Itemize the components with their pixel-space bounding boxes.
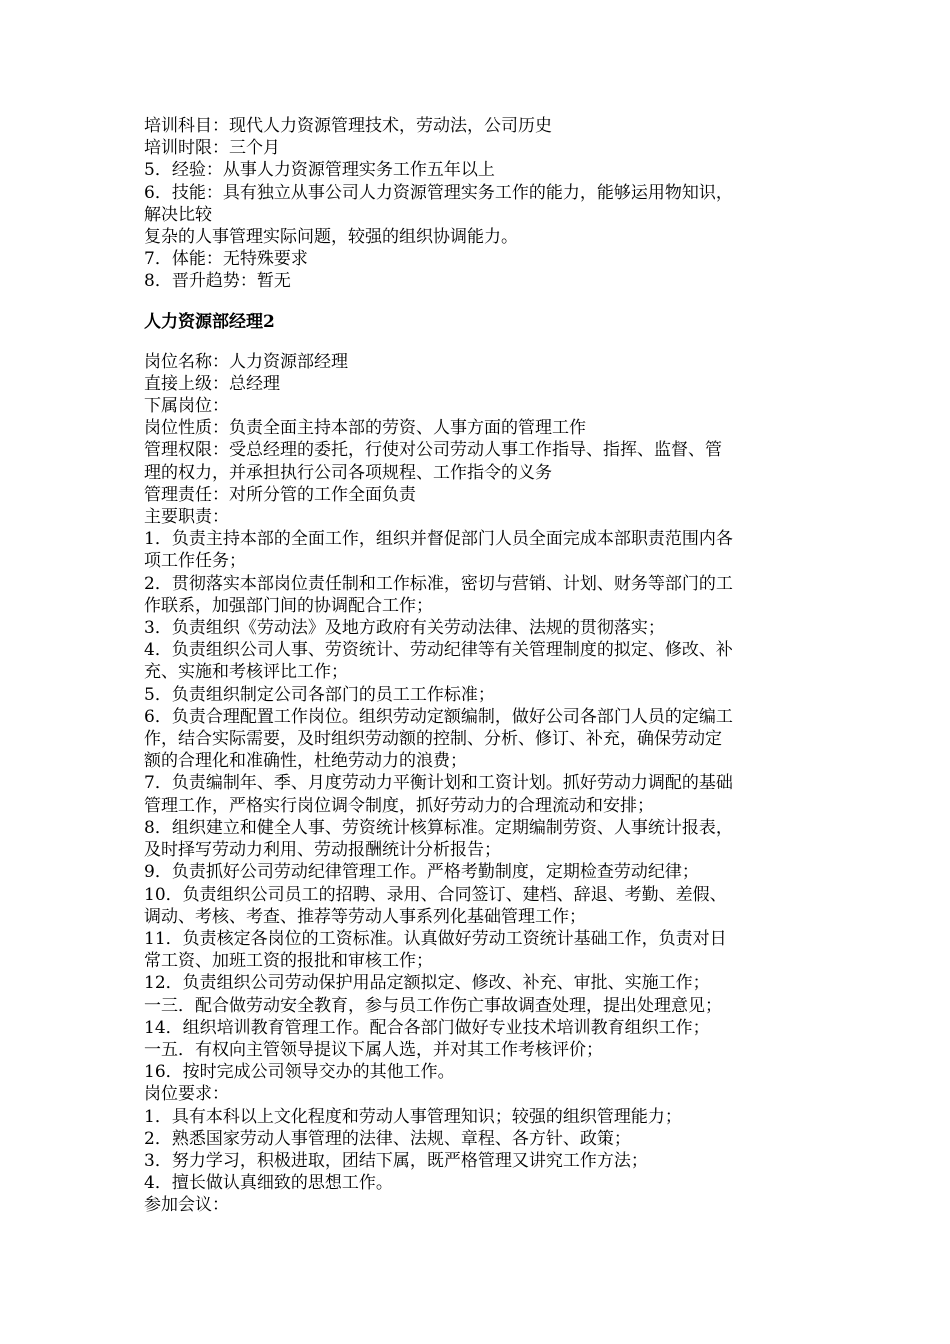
text-line: 岗位要求： <box>144 1084 229 1105</box>
text-line: 培训时限：三个月 <box>144 138 280 159</box>
text-line: 10．负责组织公司员工的招聘、录用、合同签订、建档、辞退、考勤、差假、 <box>144 884 727 905</box>
text-line: 解决比较 <box>144 204 212 225</box>
text-line: 常工资、加班工资的报批和审核工作； <box>144 951 433 972</box>
text-line: 2．熟悉国家劳动人事管理的法律、法规、章程、各方针、政策； <box>144 1128 631 1149</box>
text-line: 调动、考核、考查、推荐等劳动人事系列化基础管理工作； <box>144 906 586 927</box>
text-line: 11．负责核定各岗位的工资标准。认真做好劳动工资统计基础工作，负责对日 <box>144 928 727 949</box>
text-line: 7．体能：无特殊要求 <box>144 249 308 270</box>
text-line: 岗位性质：负责全面主持本部的劳资、人事方面的管理工作 <box>144 418 586 439</box>
section-training-requirements <box>144 115 824 293</box>
text-line: 项工作任务； <box>144 551 246 572</box>
text-line: 管理责任：对所分管的工作全面负责 <box>144 484 416 505</box>
text-line: 一五．有权向主管领导提议下属人选，并对其工作考核评价； <box>144 1039 603 1060</box>
text-line: 岗位名称：人力资源部经理 <box>144 351 348 372</box>
text-line: 5．负责组织制定公司各部门的员工工作标准； <box>144 684 495 705</box>
text-line: 7．负责编制年、季、月度劳动力平衡计划和工资计划。抓好劳动力调配的基础 <box>144 773 733 794</box>
text-line: 参加会议： <box>144 1195 229 1216</box>
text-line: 5．经验：从事人力资源管理实务工作五年以上 <box>144 160 495 181</box>
text-line: 16．按时完成公司领导交办的其他工作。 <box>144 1062 455 1083</box>
text-line: 及时择写劳动力利用、劳动报酬统计分析报告； <box>144 840 501 861</box>
text-line: 管理工作，严格实行岗位调令制度，抓好劳动力的合理流动和安排； <box>144 795 654 816</box>
text-line: 作联系，加强部门间的协调配合工作； <box>144 595 433 616</box>
text-line: 额的合理化和准确性，杜绝劳动力的浪费； <box>144 751 467 772</box>
text-line: 理的权力，并承担执行公司各项规程、工作指令的义务 <box>144 462 552 483</box>
text-line: 6．技能：具有独立从事公司人力资源管理实务工作的能力，能够运用物知识， <box>144 182 733 203</box>
text-line: 主要职责： <box>144 507 229 528</box>
text-line: 6．负责合理配置工作岗位。组织劳动定额编制，做好公司各部门人员的定编工 <box>144 706 733 727</box>
text-line: 14．组织培训教育管理工作。配合各部门做好专业技术培训教育组织工作； <box>144 1017 710 1038</box>
text-line: 8．晋升趋势：暂无 <box>144 271 291 292</box>
section-heading: 人力资源部经理2 <box>144 311 275 332</box>
text-line: 3．努力学习，积极进取，团结下属，既严格管理又讲究工作方法； <box>144 1150 648 1171</box>
text-line: 8．组织建立和健全人事、劳资统计核算标准。定期编制劳资、人事统计报表， <box>144 817 733 838</box>
text-line: 2．贯彻落实本部岗位责任制和工作标准，密切与营销、计划、财务等部门的工 <box>144 573 733 594</box>
text-line: 1．负责主持本部的全面工作，组织并督促部门人员全面完成本部职责范围内各 <box>144 529 733 550</box>
text-line: 复杂的人事管理实际问题，较强的组织协调能力。 <box>144 227 518 248</box>
text-line: 作，结合实际需要，及时组织劳动额的控制、分析、修订、补充，确保劳动定 <box>144 729 722 750</box>
text-line: 直接上级：总经理 <box>144 373 280 394</box>
section-hr-manager <box>144 351 824 1217</box>
text-line: 充、实施和考核评比工作； <box>144 662 348 683</box>
text-line: 12．负责组织公司劳动保护用品定额拟定、修改、补充、审批、实施工作； <box>144 973 710 994</box>
text-line: 培训科目：现代人力资源管理技术，劳动法，公司历史 <box>144 116 552 136</box>
text-line: 4．擅长做认真细致的思想工作。 <box>144 1173 393 1194</box>
text-line: 3．负责组织《劳动法》及地方政府有关劳动法律、法规的贯彻落实； <box>144 618 665 639</box>
text-line: 一三．配合做劳动安全教育，参与员工作伤亡事故调查处理，提出处理意见； <box>144 995 722 1016</box>
text-line: 9．负责抓好公司劳动纪律管理工作。严格考勤制度，定期检查劳动纪律； <box>144 862 699 883</box>
document-page <box>144 115 824 1217</box>
text-line: 4．负责组织公司人事、劳资统计、劳动纪律等有关管理制度的拟定、修改、补 <box>144 640 733 661</box>
text-line: 管理权限：受总经理的委托，行使对公司劳动人事工作指导、指挥、监督、管 <box>144 440 722 461</box>
text-line: 下属岗位： <box>144 396 229 417</box>
text-line: 1．具有本科以上文化程度和劳动人事管理知识；较强的组织管理能力； <box>144 1106 682 1127</box>
